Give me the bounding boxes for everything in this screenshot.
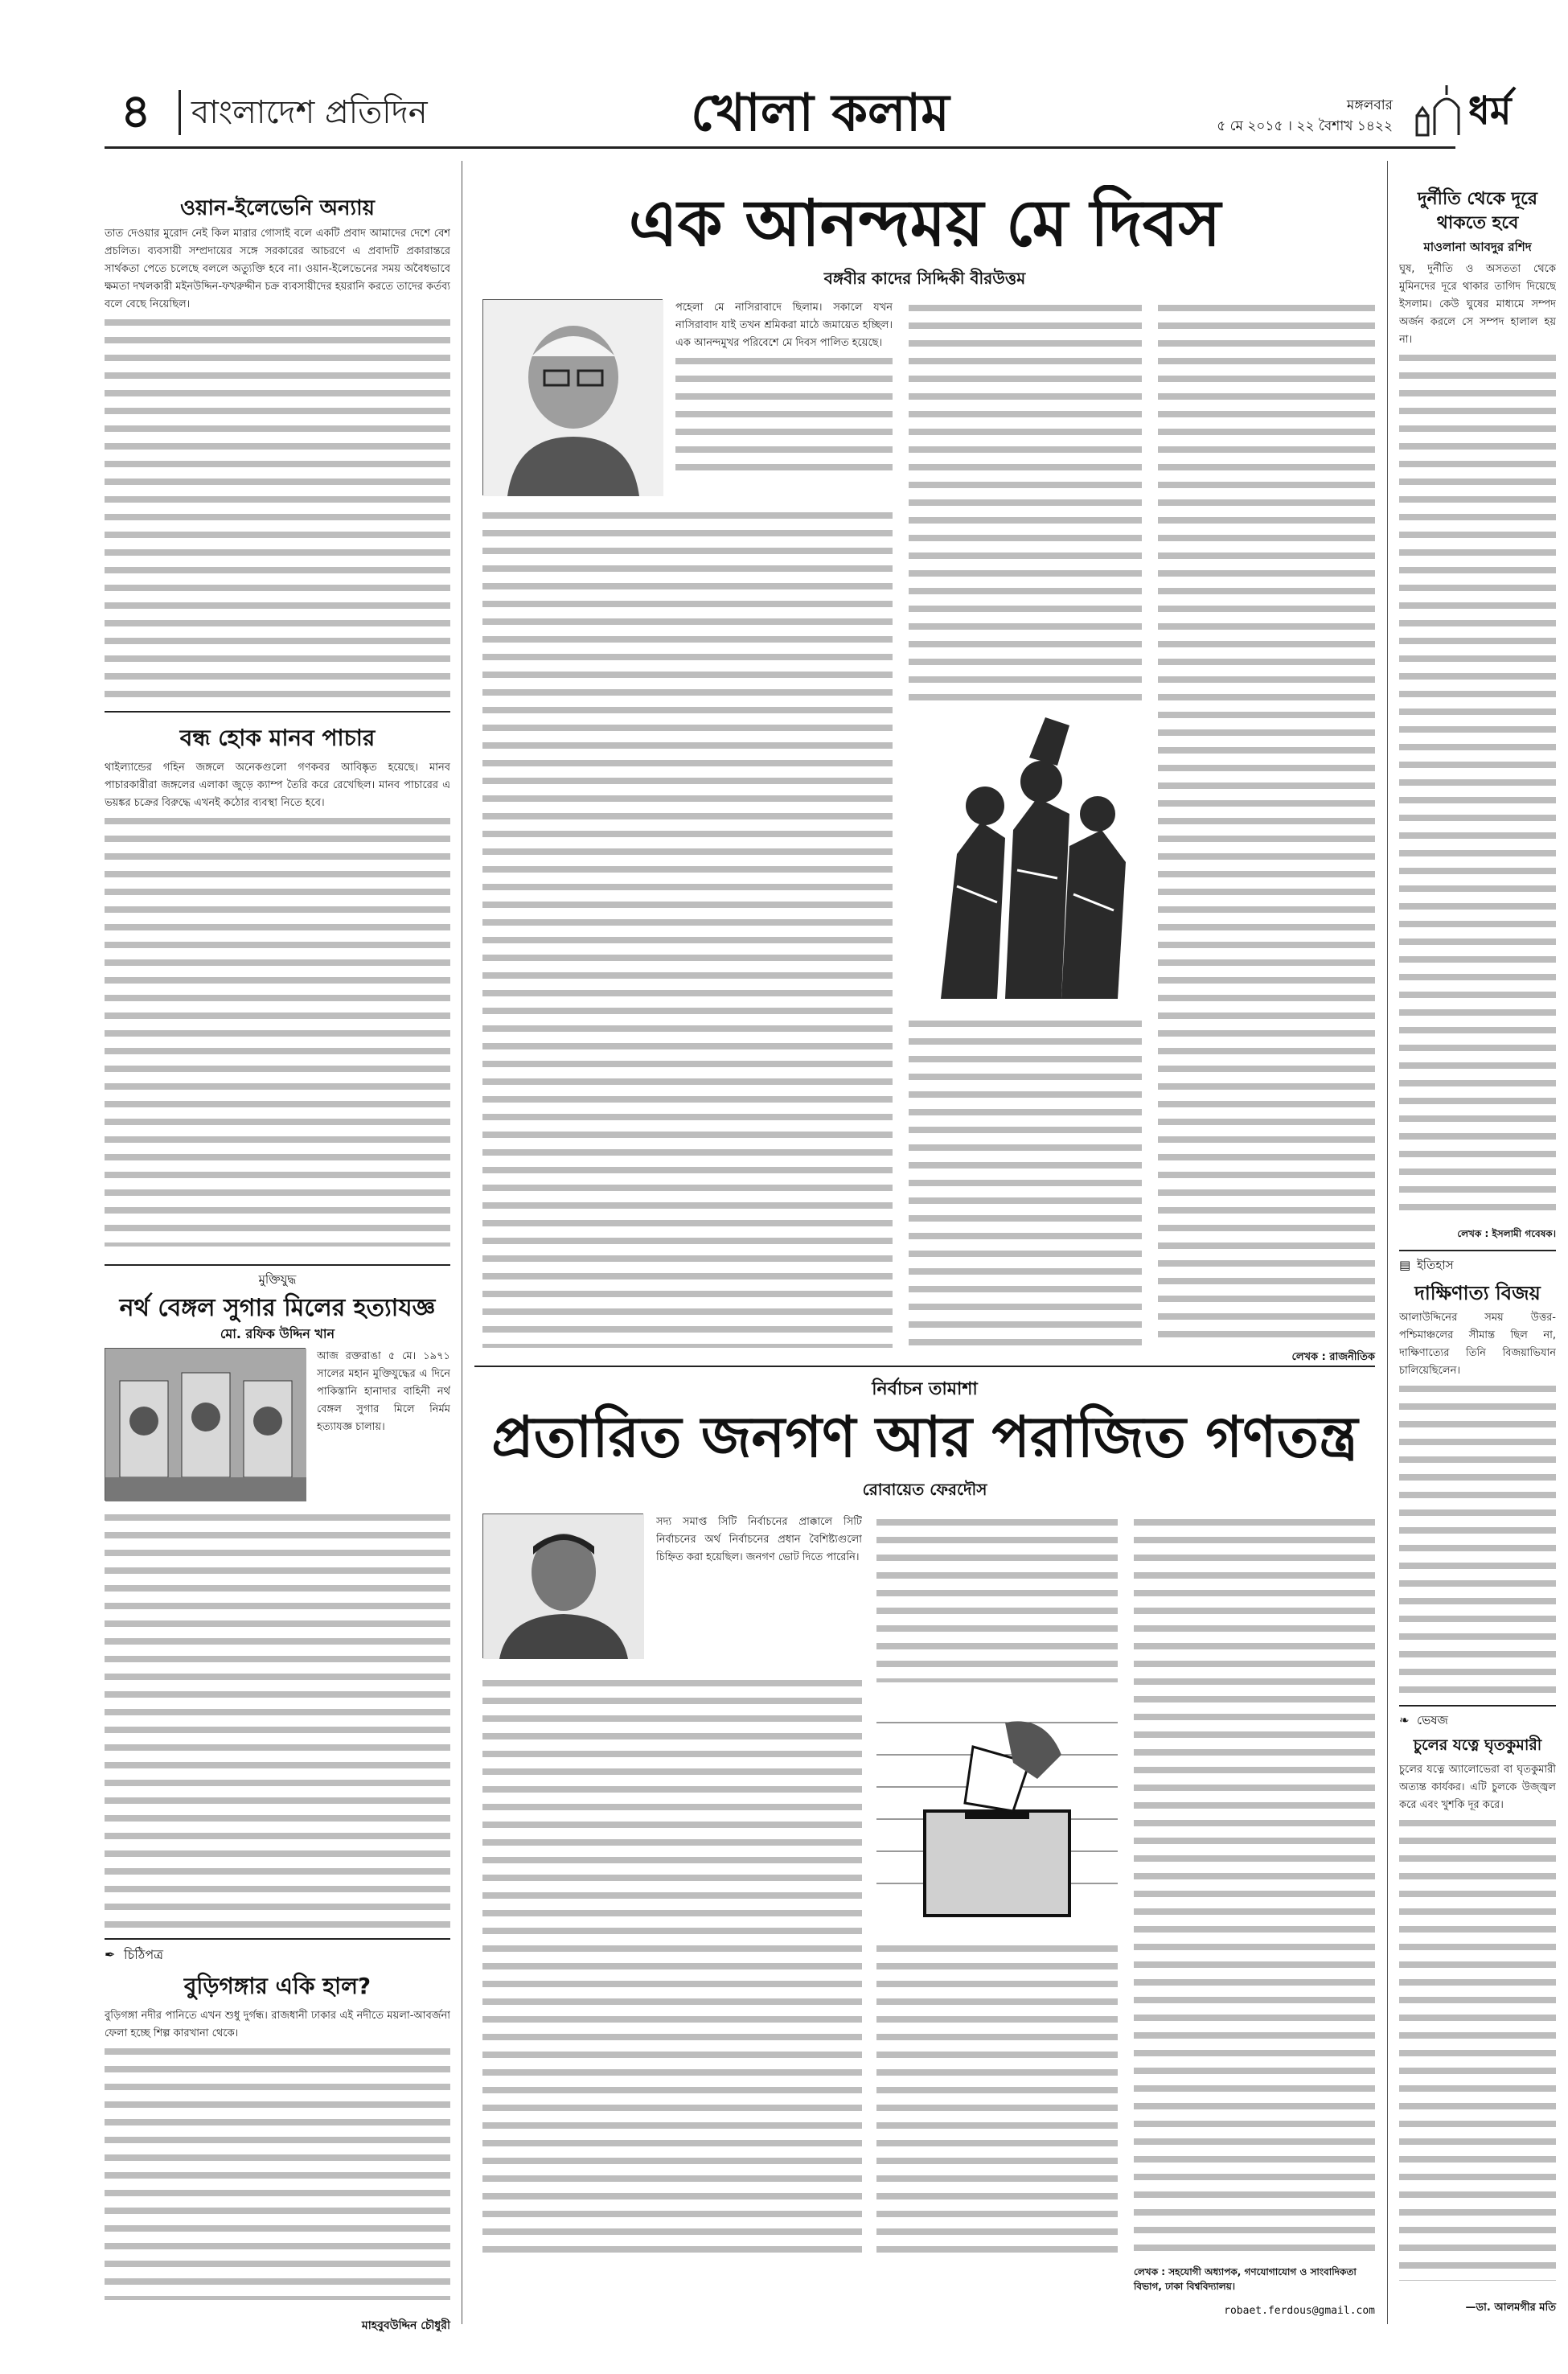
history-body (105, 1509, 450, 1932)
health-title: চুলের যত্নে ঘৃতকুমারী (1413, 1736, 1542, 1754)
second-body-col1: সদ্য সমাপ্ত সিটি নির্বাচনের প্রাক্কালে সিটি নির্বাচনের অর্থ নির্বাচনের প্রধান বৈশিষ্ট্যগুলো চিহ্নিত করা হয়েছিল। জনগণ ভোট দিতে পারেনি। (656, 1516, 862, 1563)
right-article-author: মাওলানা আবদুর রশিদ (1423, 240, 1532, 254)
masthead (0, 0, 1568, 161)
lead-title: এক আনন্দময় মে দিবস (628, 186, 1221, 261)
book-icon: ▤ (1399, 1258, 1411, 1272)
second-body-col2 (876, 1514, 1118, 1682)
page-number: ৪ (121, 84, 151, 138)
second-email: robaet.ferdous@gmail.com (1224, 2305, 1375, 2317)
right-article-title-line2: থাকতে হবে (1436, 213, 1519, 233)
lead-author: বঙ্গবীর কাদের সিদ্দিকী বীরউত্তম (823, 269, 1026, 288)
history-kicker: মুক্তিযুদ্ধ (258, 1272, 297, 1287)
right-history-title: দাক্ষিণাত্য বিজয় (1414, 1282, 1541, 1304)
history-author: মো. রফিক উদ্দিন খান (220, 1326, 335, 1341)
author-photo-2 (482, 1514, 643, 1658)
health-author: —ডা. আলমগীর মতি (1465, 2302, 1556, 2314)
left-column (105, 161, 450, 2332)
memorial-photo (105, 1348, 306, 1501)
lead-body-col1-lower (482, 507, 893, 1348)
editorial-title-2: বন্ধ হোক মানব পাচার (179, 725, 376, 751)
lead-body-col3 (1158, 299, 1375, 1348)
second-author: রোবায়েত ফেরদৌস (862, 1480, 987, 1499)
history-title: নর্থ বেঙ্গল সুগার মিলের হত্যাযজ্ঞ (119, 1294, 436, 1322)
right-column (1399, 161, 1556, 2332)
editorial-body: তাত দেওয়ার মুরোদ নেই কিল মারার গোসাই বলে একটি প্রবাদ আমাদের দেশে বেশ প্রচলিত। ব্যবসায়ী সম্প্রদায়ের সঙ্গে সরকারের আচরণে এ প্রবাদটি প্রকারান্তরে সার্থকতা পেতে চলেছে বললে অত্যুক্তি হবে না। ওয়ান-ইলেভেনের সময় অবৈধভাবে ক্ষমতা দখলকারী মইনউদ্দিন-ফখরুদ্দীন চক্র ব্যবসায়ীদের হয়রানি করতে তাদের কর্তব্য বলে বেছে নিয়েছিল। (105, 225, 450, 703)
health-label: ❧ ভেষজ (1399, 1713, 1448, 1727)
letter-author: মাহবুবউদ্দিন চৌধুরী (361, 2319, 450, 2332)
mosque-icon (1410, 84, 1467, 137)
second-body-col3 (1134, 1514, 1375, 2261)
right-article-end: লেখক : ইসলামী গবেষক। (1457, 1228, 1556, 1239)
section-title: খোলা কলাম (691, 85, 950, 142)
health-body: চুলের যত্নে অ্যালোভেরা বা ঘৃতকুমারী অত্যন্ত কার্যকর। এটি চুলকে উজ্জ্বল করে এবং খুশকি দূর করে। (1399, 1761, 1556, 2292)
lead-body-col2 (909, 299, 1142, 701)
right-article-body: ঘুষ, দুর্নীতি ও অসততা থেকে মুমিনদের দূরে থাকার তাগিদ দিয়েছে ইসলাম। কেউ ঘুষের মাধ্যমে সম্পদ অর্জন করলে সে সম্পদ হালাল হয় না। (1399, 261, 1556, 1226)
second-kicker: নির্বাচন তামাশা (872, 1379, 978, 1399)
right-article-title-line1: দুর্নীতি থেকে দূরে (1417, 189, 1537, 209)
lead-end-note: লেখক : রাজনীতিক (1291, 1351, 1375, 1363)
day-label: মঙ্গলবার (1346, 97, 1393, 113)
second-body-col2-lower (876, 1940, 1118, 2261)
second-author-note: লেখক : সহযোগী অধ্যাপক, গণযোগাযোগ ও সাংবাদিকতা বিভাগ, ঢাকা বিশ্ববিদ্যালয়। (1134, 2266, 1357, 2292)
editorial-title: ওয়ান-ইলেভেনি অন্যায় (180, 196, 375, 220)
letter-title: বুড়িগঙ্গার একি হাল? (183, 1973, 371, 1999)
second-body-col1-lower (482, 1674, 862, 2261)
lead-body-col2-lower (909, 1015, 1142, 1348)
workers-illustration (909, 709, 1142, 1007)
editorial-body-2: থাইল্যান্ডের গহিন জঙ্গলে অনেকগুলো গণকবর আবিষ্কৃত হয়েছে। মানব পাচারকারীরা জঙ্গলের এলাকা জুড়ে ক্যাম্প তৈরি করে রেখেছিল। মানব পাচারের এ ভয়ঙ্কর চক্রের বিরুদ্ধে এখনই কঠোর ব্যবস্থা নিতে হবে। (105, 759, 450, 1253)
letter-body: বুড়িগঙ্গা নদীর পানিতে এখন শুধু দুর্গন্ধ। রাজধানী ঢাকার এই নদীতে ময়লা-আবর্জনা ফেলা হচ্ছে শিল্প কারখানা থেকে। (105, 2007, 450, 2313)
pen-icon: ✒ (105, 1947, 116, 1962)
date-label: ৫ মে ২০১৫ । ২২ বৈশাখ ১৪২২ (1217, 118, 1393, 134)
letters-label: ✒ চিঠিপত্র (105, 1947, 163, 1962)
lead-article (474, 161, 1375, 1367)
second-article (474, 1372, 1375, 2329)
second-title: প্রতারিত জনগণ আর পরাজিত গণতন্ত্র (491, 1404, 1358, 1470)
lead-body-col1: পহেলা মে নাসিরাবাদে ছিলাম। সকালে যখন নাসিরাবাদ যাই তখন শ্রমিকরা মাঠে জমায়েত হচ্ছিল। এক আনন্দমুখর পরিবেশে মে দিবস পালিত হয়েছে। (675, 299, 893, 500)
ballot-box-illustration (876, 1690, 1118, 1932)
history-body-side: আজ রক্তরাঙা ৫ মে। ১৯৭১ সালের মহান মুক্তিযুদ্ধের এ দিনে পাকিস্তানি হানাদার বাহিনী নর্থ বেঙ্গল সুগার মিলে নির্মম হত্যাযজ্ঞ চালায়। (317, 1350, 450, 1433)
newspaper-name: বাংলাদেশ প্রতিদিন (191, 94, 428, 131)
history-label-right: ▤ ইতিহাস (1399, 1258, 1454, 1272)
leaf-icon: ❧ (1399, 1713, 1410, 1727)
religion-section-title: ধর্ম (1468, 88, 1512, 133)
right-history-body: আলাউদ্দিনের সময় উত্তর-পশ্চিমাঞ্চলের সীমান্ত ছিল না, দাক্ষিণাত্যের তিনি বিজয়াভিযান চালিয়েছিলেন। (1399, 1309, 1556, 1698)
author-photo (482, 299, 663, 495)
